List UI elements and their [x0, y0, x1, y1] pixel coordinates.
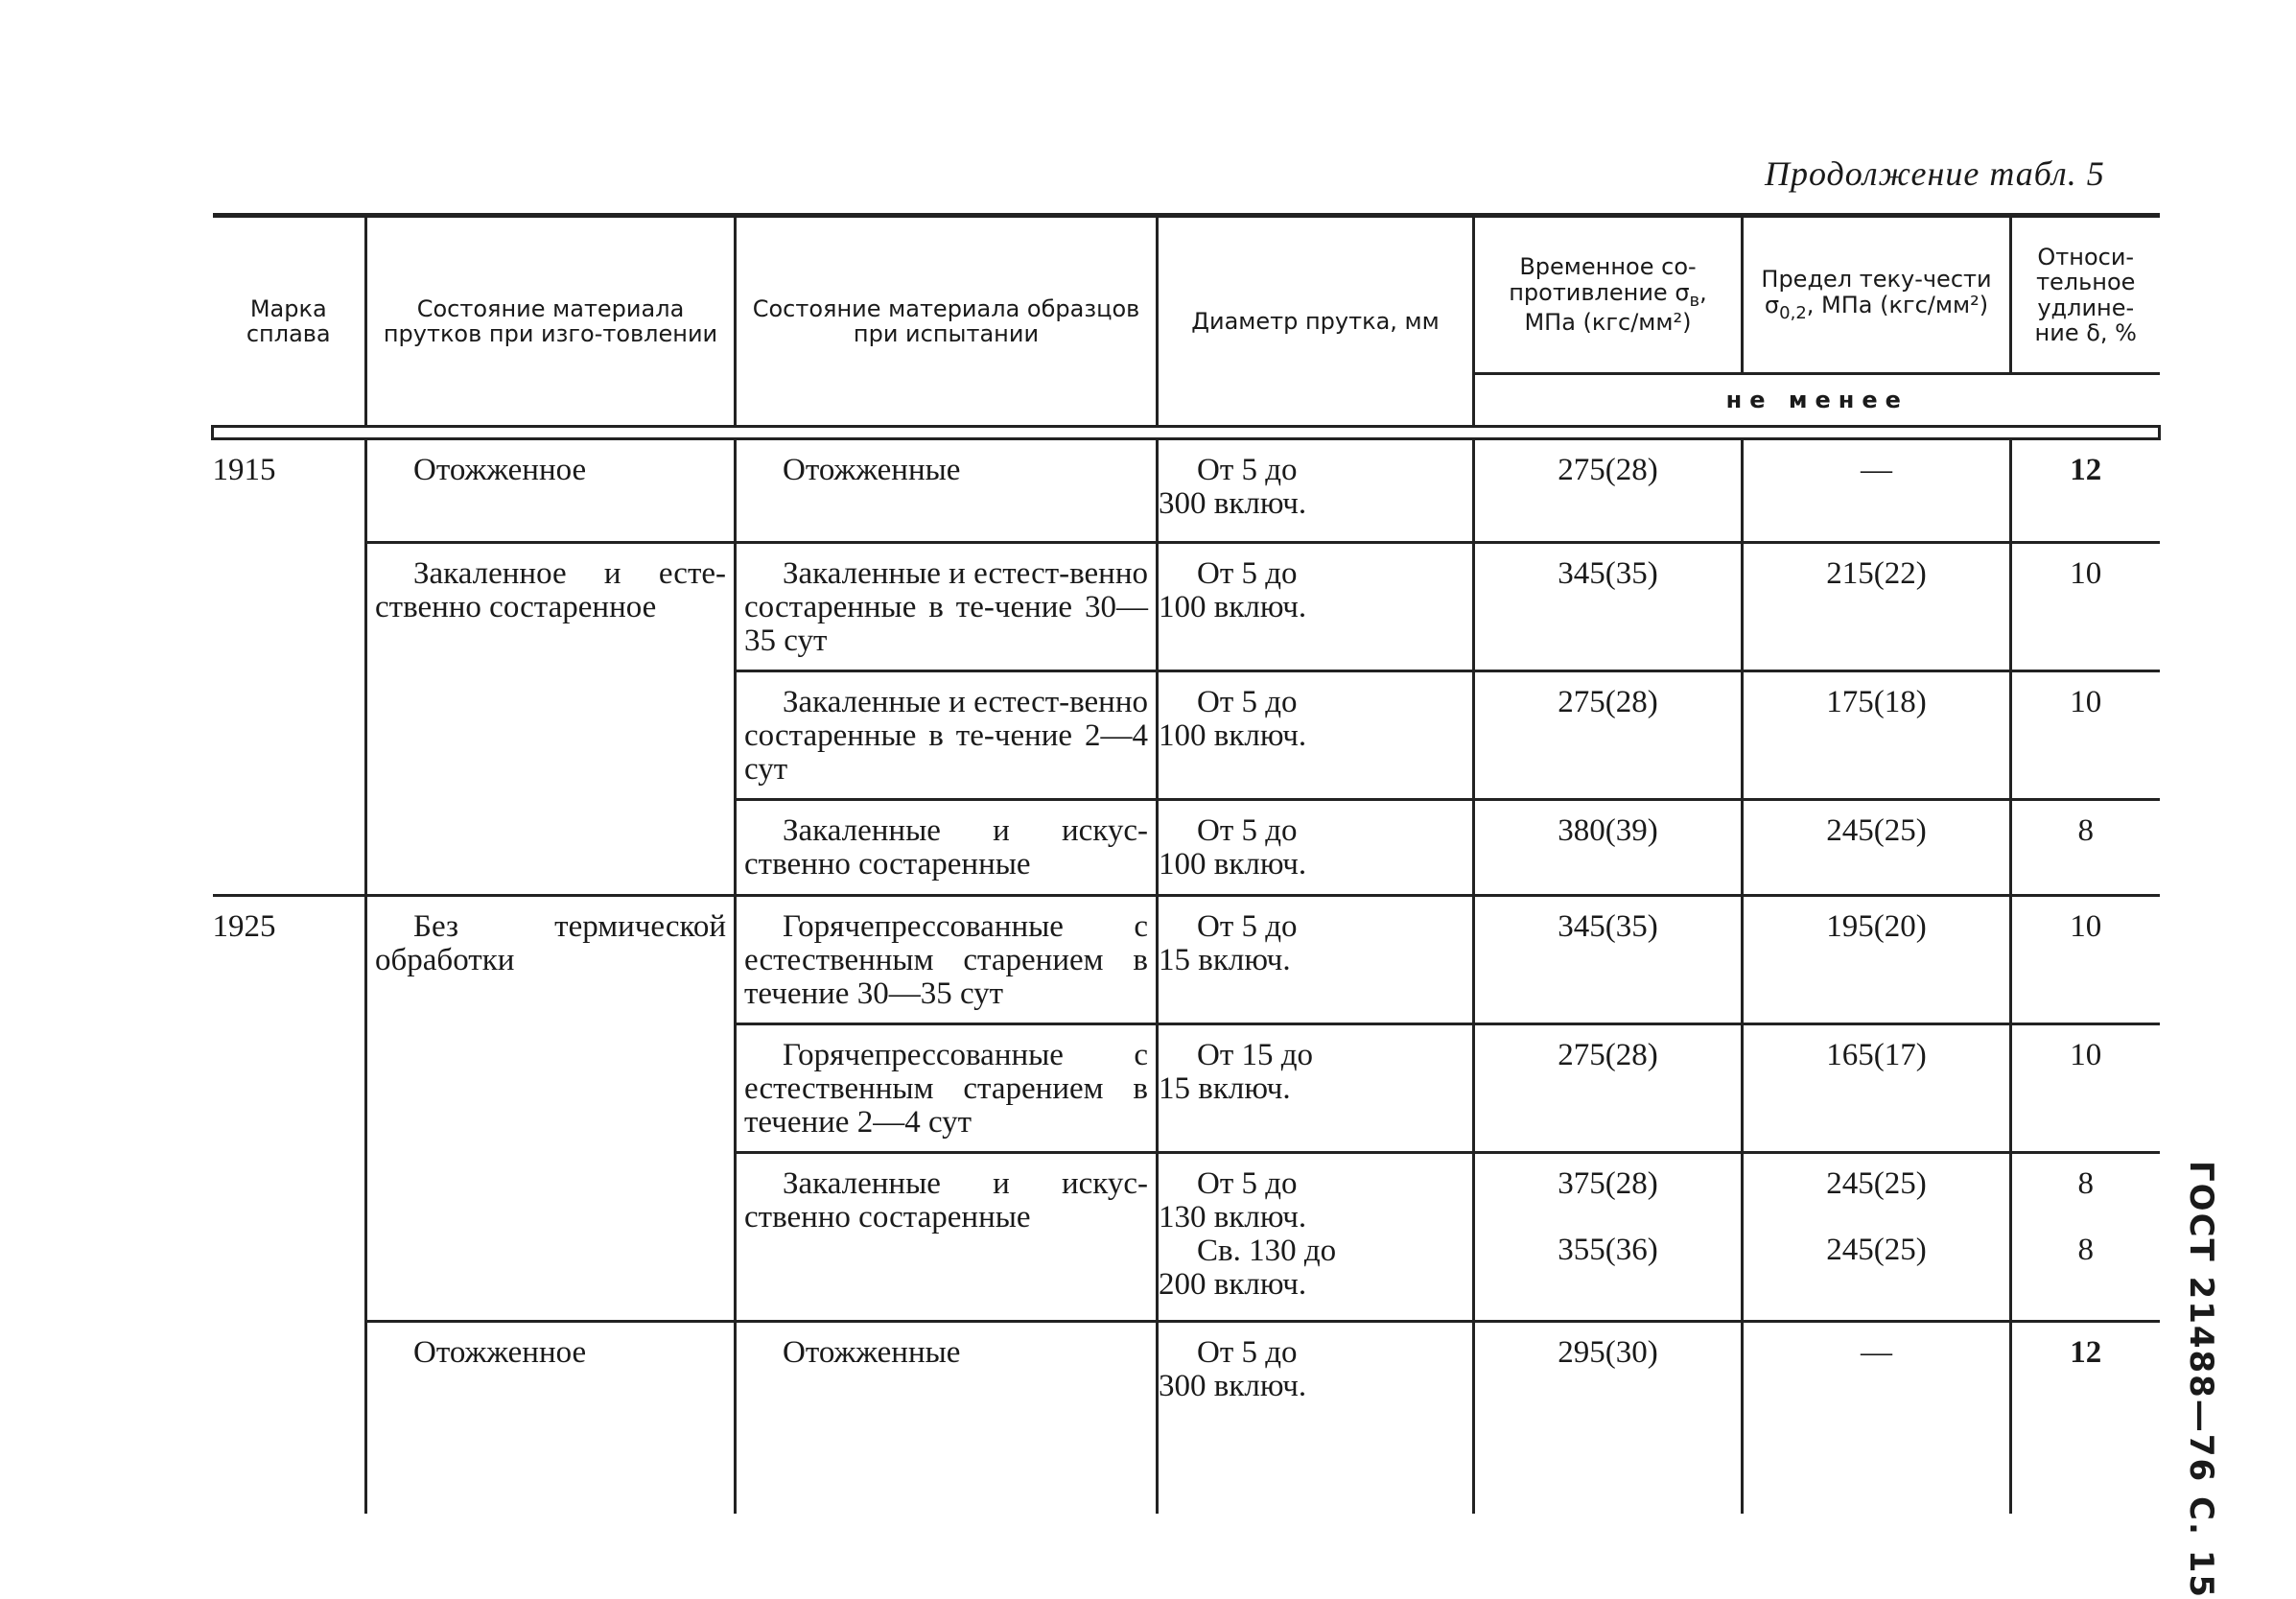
cell-elongation — [2011, 1322, 2160, 1514]
table-body — [213, 439, 2160, 1514]
table-row — [213, 896, 2160, 1024]
cell-elongation — [2011, 671, 2160, 800]
cell-yield — [1743, 1153, 2011, 1322]
cell-diameter-line: 200 включ. — [1159, 1266, 1307, 1302]
cell-yield — [1743, 1322, 2011, 1514]
cell-yield-line: — — [1861, 1335, 1892, 1370]
cell-yield — [1743, 1024, 2011, 1153]
cell-tensile — [1474, 439, 1743, 543]
cell-tensile — [1474, 1153, 1743, 1322]
header-double-rule — [213, 427, 2160, 439]
cell-tensile-line: 275(28) — [1558, 685, 1658, 719]
cell-diameter-line: От 5 до — [1197, 909, 1298, 944]
cell-state-manufacture: Закаленное и есте-ственно состаренное — [366, 543, 736, 896]
cell-yield-line: — — [1861, 453, 1892, 487]
cell-diameter — [1158, 439, 1474, 543]
cell-tensile-line: 355(36) — [1558, 1232, 1658, 1267]
cell-tensile — [1474, 671, 1743, 800]
continuation-caption: Продолжение табл. 5 — [1765, 154, 2105, 193]
header-grade: Марка сплава — [213, 216, 366, 427]
cell-diameter-line: 15 включ. — [1159, 1070, 1291, 1106]
cell-diameter-line: 15 включ. — [1159, 942, 1291, 977]
cell-state-test: Закаленные и естест-венно состаренные в те-чение 2—4 сут — [736, 671, 1158, 800]
cell-grade: 1925 — [213, 896, 366, 1514]
cell-elongation — [2011, 543, 2160, 671]
cell-diameter-line: От 5 до — [1197, 1166, 1298, 1201]
header-not-less: не менее — [1474, 374, 2160, 427]
cell-tensile — [1474, 800, 1743, 896]
cell-diameter-line: От 5 до — [1197, 685, 1298, 719]
cell-elongation-line: 8 — [2077, 1232, 2094, 1267]
cell-tensile — [1474, 543, 1743, 671]
cell-state-manufacture: Без термической обработки — [366, 896, 736, 1322]
cell-elongation-line: 10 — [2070, 556, 2102, 591]
cell-yield — [1743, 439, 2011, 543]
standard-page-label: ГОСТ 21488—76 С. 15 — [2182, 1161, 2220, 1599]
cell-diameter-line: От 5 до — [1197, 556, 1298, 591]
header-state-manufacture: Состояние материала прутков при изго-товлении — [366, 216, 736, 427]
cell-diameter-line: 130 включ. — [1159, 1199, 1307, 1235]
cell-diameter-line: 300 включ. — [1159, 485, 1307, 521]
cell-diameter — [1158, 1153, 1474, 1322]
cell-tensile-line: 380(39) — [1558, 813, 1658, 848]
cell-diameter-line: 100 включ. — [1159, 717, 1307, 753]
cell-diameter — [1158, 896, 1474, 1024]
cell-yield-line: 175(18) — [1826, 685, 1927, 719]
cell-diameter — [1158, 800, 1474, 896]
header-elongation: Относи-тельное удлине-ние δ, % — [2011, 216, 2160, 374]
cell-tensile-line: 345(35) — [1558, 556, 1658, 591]
cell-tensile-line: 275(28) — [1558, 453, 1658, 487]
cell-tensile — [1474, 1322, 1743, 1514]
cell-elongation-line: 12 — [2070, 1335, 2102, 1370]
header-tensile-strength: Временное со-противление $\sigma_в$, МПа (кгс/мм²) — [1474, 216, 1743, 374]
cell-grade: 1915 — [213, 439, 366, 896]
cell-elongation — [2011, 439, 2160, 543]
cell-state-test: Отожженные — [736, 439, 1158, 543]
cell-state-manufacture: Отожженное — [366, 1322, 736, 1514]
cell-diameter-line: 100 включ. — [1159, 589, 1307, 624]
cell-diameter — [1158, 1322, 1474, 1514]
cell-state-test: Закаленные и искус-ственно состаренные — [736, 800, 1158, 896]
cell-state-test: Горячепрессованные с естественным старением в течение 30—35 сут — [736, 896, 1158, 1024]
cell-tensile — [1474, 896, 1743, 1024]
cell-yield — [1743, 671, 2011, 800]
cell-elongation — [2011, 1153, 2160, 1322]
header-yield-strength: Предел теку-чести $\sigma_{0,2}$, МПа (кгс/мм²) — [1743, 216, 2011, 374]
cell-yield-line: 165(17) — [1826, 1038, 1927, 1072]
cell-diameter-line: 300 включ. — [1159, 1368, 1307, 1403]
cell-yield — [1743, 896, 2011, 1024]
cell-elongation-line: 8 — [2077, 1166, 2094, 1201]
cell-state-manufacture: Отожженное — [366, 439, 736, 543]
cell-yield — [1743, 800, 2011, 896]
cell-elongation — [2011, 896, 2160, 1024]
cell-diameter-line: От 5 до — [1197, 813, 1298, 848]
cell-tensile-line: 295(30) — [1558, 1335, 1658, 1370]
cell-elongation-line: 12 — [2070, 453, 2102, 487]
cell-diameter-line: Св. 130 до — [1197, 1233, 1337, 1268]
cell-state-test: Отожженные — [736, 1322, 1158, 1514]
cell-elongation — [2011, 800, 2160, 896]
cell-tensile-line: 375(28) — [1558, 1166, 1658, 1201]
cell-yield-line: 245(25) — [1826, 1166, 1927, 1201]
cell-elongation-line: 10 — [2070, 685, 2102, 719]
cell-elongation — [2011, 1024, 2160, 1153]
table-row — [213, 439, 2160, 543]
cell-diameter-line: От 5 до — [1197, 453, 1298, 487]
cell-diameter — [1158, 671, 1474, 800]
cell-yield — [1743, 543, 2011, 671]
cell-diameter — [1158, 1024, 1474, 1153]
cell-diameter-line: От 5 до — [1197, 1335, 1298, 1370]
cell-yield-line: 195(20) — [1826, 909, 1927, 944]
cell-tensile-line: 345(35) — [1558, 909, 1658, 944]
cell-tensile — [1474, 1024, 1743, 1153]
cell-tensile-line: 275(28) — [1558, 1038, 1658, 1072]
cell-state-test: Закаленные и искус-ственно состаренные — [736, 1153, 1158, 1322]
cell-diameter-line: От 15 до — [1197, 1038, 1314, 1072]
cell-diameter-line: 100 включ. — [1159, 846, 1307, 882]
mechanical-properties-table — [211, 213, 2161, 1514]
cell-state-test: Закаленные и естест-венно состаренные в те-чение 30—35 сут — [736, 543, 1158, 671]
cell-diameter — [1158, 543, 1474, 671]
cell-yield-line: 245(25) — [1826, 1232, 1927, 1267]
table-row — [213, 543, 2160, 671]
header-diameter: Диаметр прутка, мм — [1158, 216, 1474, 427]
table-row — [213, 1322, 2160, 1514]
cell-state-test: Горячепрессованные с естественным старением в течение 2—4 сут — [736, 1024, 1158, 1153]
header-state-test: Состояние материала образцов при испытании — [736, 216, 1158, 427]
cell-elongation-line: 8 — [2077, 813, 2094, 848]
cell-yield-line: 215(22) — [1826, 556, 1927, 591]
cell-yield-line: 245(25) — [1826, 813, 1927, 848]
cell-elongation-line: 10 — [2070, 909, 2102, 944]
cell-elongation-line: 10 — [2070, 1038, 2102, 1072]
